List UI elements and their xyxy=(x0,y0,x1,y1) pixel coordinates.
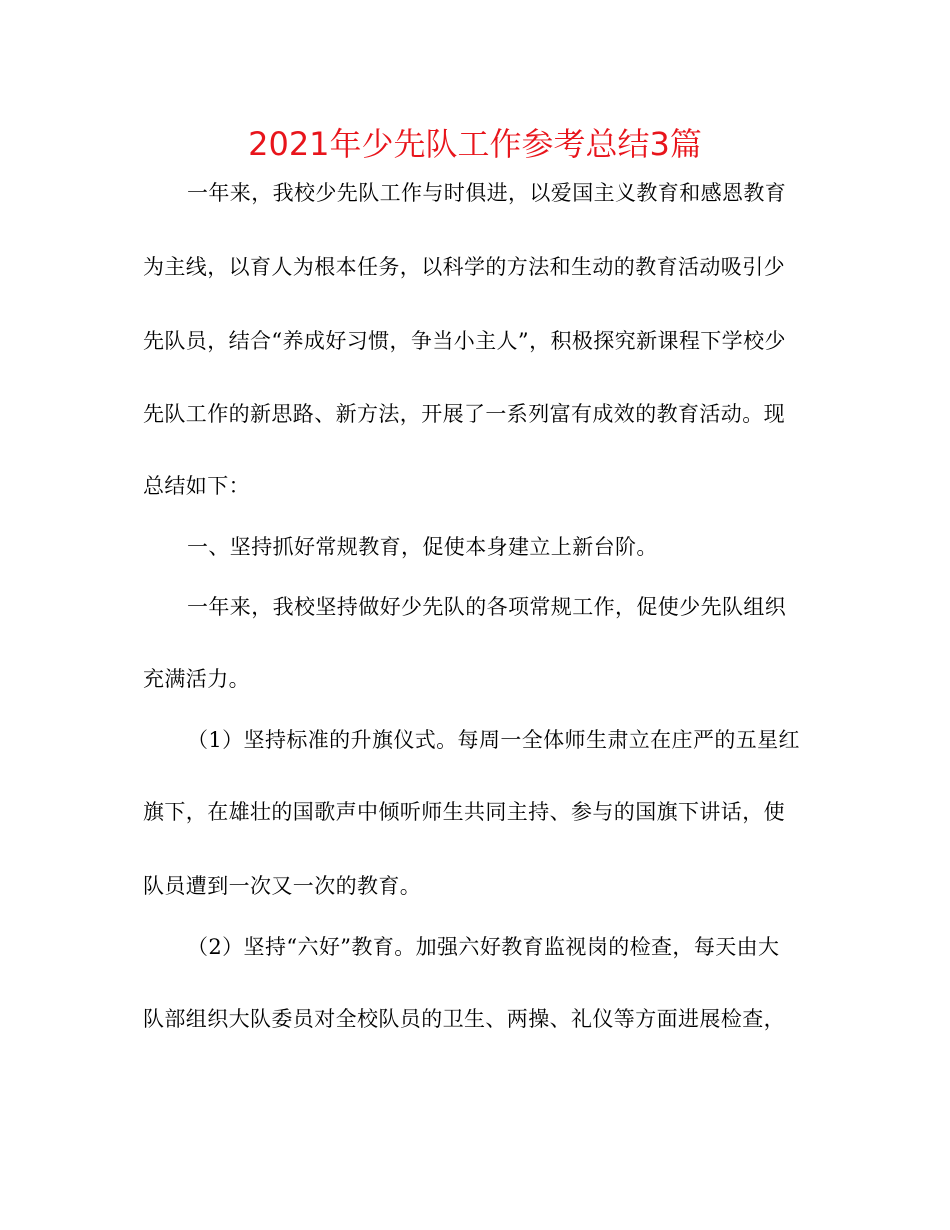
paragraph-line: 旗下，在雄壮的国歌声中倾听师生共同主持、参与的国旗下讲话，使 xyxy=(143,800,785,824)
paragraph-line: （1）坚持标准的升旗仪式。每周一全体师生肃立在庄严的五星红 xyxy=(187,728,800,752)
paragraph-line: 队部组织大队委员对全校队员的卫生、两操、礼仪等方面进展检查， xyxy=(143,1007,785,1031)
paragraph-line: 总结如下： xyxy=(143,474,250,498)
paragraph-line: 为主线，以育人为根本任务，以科学的方法和生动的教育活动吸引少 xyxy=(143,255,785,279)
document-title: 2021年少先队工作参考总结3篇 xyxy=(248,125,702,163)
paragraph-line: 充满活力。 xyxy=(143,667,250,691)
paragraph-line: 先队员，结合“养成好习惯，争当小主人”，积极探究新课程下学校少 xyxy=(143,329,786,353)
paragraph-line: 先队工作的新思路、新方法，开展了一系列富有成效的教育活动。现 xyxy=(143,402,785,426)
paragraph-line: 一年来，我校坚持做好少先队的各项常规工作，促使少先队组织 xyxy=(187,595,787,619)
paragraph-line: （2）坚持“六好”教育。加强六好教育监视岗的检查，每天由大 xyxy=(187,935,780,959)
paragraph-line: 一年来，我校少先队工作与时俱进，以爱国主义教育和感恩教育 xyxy=(187,181,787,205)
paragraph-line: 队员遭到一次又一次的教育。 xyxy=(143,874,422,898)
section-heading: 一、坚持抓好常规教育，促使本身建立上新台阶。 xyxy=(187,535,658,559)
